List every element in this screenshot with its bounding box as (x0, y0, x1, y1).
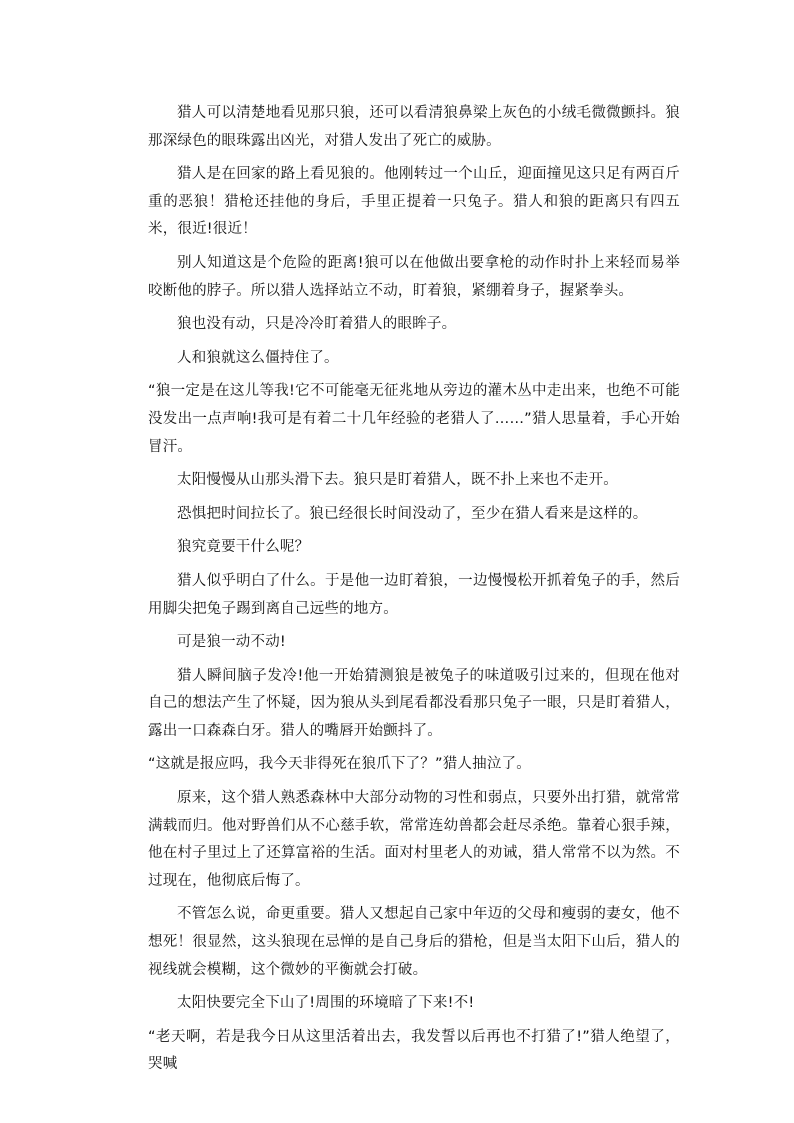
paragraph-10: 猎人似乎明白了什么。于是他一边盯着狼，一边慢慢松开抓着兔子的手，然后用脚尖把兔子踢到离自己远些的地方。 (148, 572, 680, 617)
paragraph-5: 人和狼就这么僵持住了。 (177, 349, 339, 366)
paragraph-3: 别人知道这是个危险的距离!狼可以在他做出要拿枪的动作时扑上来轻而易举咬断他的脖子。所以猎人选择站立不动，盯着狼，紧绷着身子，握紧拳头。 (148, 254, 680, 299)
paragraph-4: 狼也没有动，只是冷冷盯着猎人的眼眸子。 (177, 316, 457, 333)
paragraph-12: 猎人瞬间脑子发冷!他一开始猜测狼是被兔子的味道吸引过来的，但现在他对自己的想法产生了怀疑，因为狼从头到尾看都没看那只兔子一眼，只是盯着猎人，露出一口森森白牙。猎人的嘴唇开始颤抖了。 (148, 667, 680, 739)
paragraph-14: 原来，这个猎人熟悉森林中大部分动物的习性和弱点，只要外出打猎，就常常满载而归。他对野兽们从不心慈手软，常常连幼兽都会赶尽杀绝。靠着心狠手辣，他在村子里过上了还算富裕的生活。面对村里老人的劝诫，猎人常常不以为然。不过现在，他彻底后悔了。 (148, 790, 680, 889)
paragraph-15: 不管怎么说，命更重要。猎人又想起自己家中年迈的父母和瘦弱的妻女，他不想死！很显然，这头狼现在忌惮的是自己身后的猎枪，但是当太阳下山后，猎人的视线就会模糊，这个微妙的平衡就会打破。 (148, 906, 680, 978)
paragraph-7: 太阳慢慢从山那头滑下去。狼只是盯着猎人，既不扑上来也不走开。 (177, 472, 618, 489)
paragraph-9: 狼究竟要干什么呢？ (177, 539, 310, 556)
paragraph-11: 可是狼一动不动! (177, 634, 286, 651)
paragraph-6: “狼一定是在这儿等我!它不可能毫无征兆地从旁边的灌木丛中走出来，也绝不可能没发出一点声响!我可是有着二十几年经验的老猎人了……”猎人思量着，手心开始冒汗。 (148, 383, 680, 455)
document-body (148, 100, 680, 1085)
paragraph-8: 恐惧把时间拉长了。狼已经很长时间没动了，至少在猎人看来是这样的。 (177, 505, 648, 522)
paragraph-17: “老天啊，若是我今日从这里活着出去，我发誓以后再也不打猎了!”猎人绝望了，哭喊 (148, 1028, 680, 1073)
paragraph-2: 猎人是在回家的路上看见狼的。他刚转过一个山丘，迎面撞见这只足有两百斤重的恶狼！猎枪还挂他的身后，手里正提着一只兔子。猎人和狼的距离只有四五米，很近!很近！ (148, 166, 680, 238)
paragraph-16: 太阳快要完全下山了!周围的环境暗了下来!不! (177, 995, 475, 1012)
paragraph-1: 猎人可以清楚地看见那只狼，还可以看清狼鼻梁上灰色的小绒毛微微颤抖。狼那深绿色的眼珠露出凶光，对猎人发出了死亡的威胁。 (148, 105, 680, 149)
paragraph-13: “这就是报应吗，我今天非得死在狼爪下了？”猎人抽泣了。 (148, 756, 531, 773)
